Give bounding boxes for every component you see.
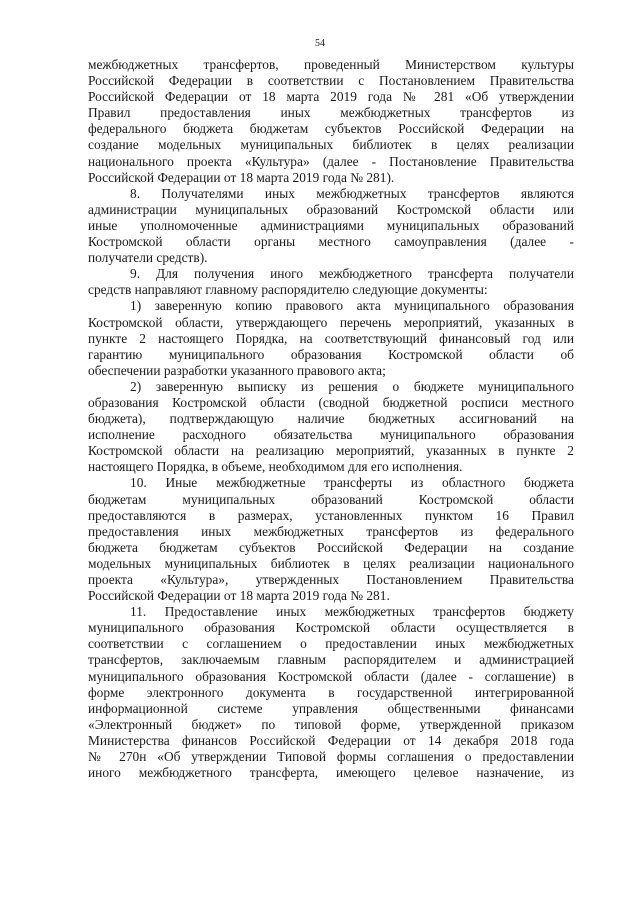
text-line: бюджета), подтверждающую наличие бюджетных ассигнований на	[88, 411, 574, 427]
document-body	[88, 57, 574, 781]
text-line: иные уполномоченные администрациями муниципальных образований	[88, 217, 574, 233]
text-line: Костромской области органы местного самоуправления (далее -	[88, 234, 574, 250]
text-line: «Электронный бюджет» по типовой форме, утвержденной приказом	[88, 716, 574, 732]
text-line: администрации муниципальных образований Костромской области или	[88, 201, 574, 217]
text-line: трансфертов, заключаемым главным распорядителем и администрацией	[88, 652, 574, 668]
text-line: модельных муниципальных библиотек в целях реализации национального	[88, 555, 574, 571]
text-line: бюджета бюджетам субъектов Российской Федерации на создание	[88, 539, 574, 555]
text-line: Российской Федерации от 18 марта 2019 года № 281.	[88, 588, 390, 604]
text-line: Российской Федерации от 18 марта 2019 года № 281 «Об утверждении	[88, 89, 574, 105]
text-line: иного межбюджетного трансферта, имеющего целевое назначение, из	[88, 765, 574, 781]
paragraph-p0	[88, 57, 574, 186]
text-line: межбюджетных трансфертов, проведенный Министерством культуры	[88, 57, 574, 72]
text-line: муниципального образования Костромской области (далее - соглашение) в	[88, 668, 574, 684]
text-line: Правил предоставления иных межбюджетных трансфертов из	[88, 105, 574, 121]
text-line: информационной системе управления общественными финансами	[88, 700, 574, 716]
text-line: 10. Иные межбюджетные трансферты из областного бюджета	[130, 475, 574, 491]
text-line: средств направляют главному распорядителю следующие документы:	[88, 282, 488, 298]
paragraph-p10	[88, 475, 574, 604]
paragraph-p9	[88, 266, 574, 298]
text-line: федерального бюджета бюджетам субъектов Российской Федерации на	[88, 121, 574, 137]
text-line: исполнение расходного обязательства муниципального образования	[88, 427, 574, 443]
text-line: № 270н «Об утверждении Типовой формы соглашения о предоставлении	[88, 749, 574, 765]
text-line: соответствии с соглашением о предоставлении иных межбюджетных	[88, 636, 574, 652]
text-line: гарантию муниципального образования Костромской области об	[88, 346, 574, 362]
text-line: 1) заверенную копию правового акта муниципального образования	[130, 298, 574, 314]
text-line: предоставляются в размерах, установленных пунктом 16 Правил	[88, 507, 574, 523]
paragraph-p8	[88, 186, 574, 266]
text-line: пункте 2 настоящего Порядка, на соответствующий финансовый год или	[88, 330, 574, 346]
text-line: форме электронного документа в государственной интегрированной	[88, 684, 574, 700]
text-line: предоставления иных межбюджетных трансфертов из федерального	[88, 523, 574, 539]
text-line: создание модельных муниципальных библиотек в целях реализации	[88, 137, 574, 153]
text-line: настоящего Порядка, в объеме, необходимом для его исполнения.	[88, 459, 463, 475]
text-line: Российской Федерации в соответствии с Постановлением Правительства	[88, 73, 574, 89]
text-line: Костромской области на реализацию мероприятий, указанных в пункте 2	[88, 443, 574, 459]
text-line: образования Костромской области (сводной бюджетной росписи местного	[88, 394, 574, 410]
text-line: получатели средств).	[88, 250, 208, 266]
text-line: Министерства финансов Российской Федерации от 14 декабря 2018 года	[88, 732, 574, 748]
text-line: 8. Получателями иных межбюджетных трансфертов являются	[130, 185, 574, 201]
paragraph-p11	[88, 604, 574, 781]
text-line: 2) заверенную выписку из решения о бюджете муниципального	[130, 378, 574, 394]
text-line: Российской Федерации от 18 марта 2019 года № 281).	[88, 169, 395, 185]
text-line: национального проекта «Культура» (далее - Постановление Правительства	[88, 153, 574, 169]
paragraph-p9_2	[88, 379, 574, 476]
text-line: Костромской области, утверждающего перечень мероприятий, указанных в	[88, 314, 574, 330]
text-line: обеспечении разработки указанного правового акта;	[88, 362, 386, 378]
text-line: 11. Предоставление иных межбюджетных трансфертов бюджету	[130, 604, 574, 620]
page-number: 54	[315, 38, 325, 49]
text-line: муниципального образования Костромской области осуществляется в	[88, 620, 574, 636]
text-line: проекта «Культура», утвержденных Постановлением Правительства	[88, 572, 574, 587]
text-line: 9. Для получения иного межбюджетного трансферта получатели	[130, 266, 574, 282]
text-line: бюджетам муниципальных образований Костромской области	[88, 491, 574, 507]
paragraph-p9_1	[88, 298, 574, 378]
